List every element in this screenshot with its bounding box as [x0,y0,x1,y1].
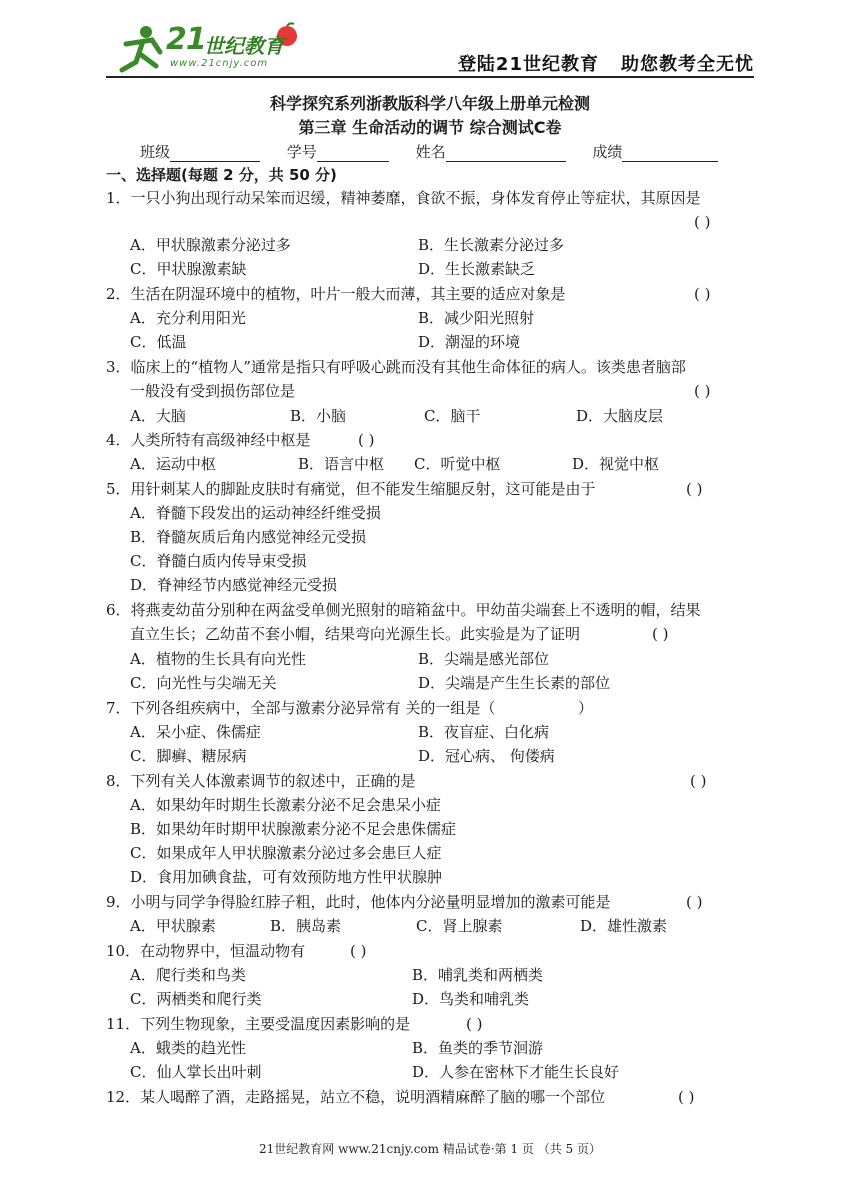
option-a: A．运动中枢 [130,455,216,473]
answer-paren: ( ) [686,893,703,911]
option-d: D．雄性激素 [580,917,668,935]
option-c: C．向光性与尖端无关 [130,674,277,692]
class-blank[interactable] [170,146,260,162]
id-blank[interactable] [317,146,389,162]
name-label: 姓名 [415,143,446,161]
answer-paren: ( ) [678,1088,695,1106]
score-label: 成绩 [592,143,623,161]
option-c: C．脚癣、糖尿病 [130,747,247,765]
option-c: C．听觉中枢 [414,455,501,473]
option-d: D．人参在密林下才能生长良好 [412,1063,620,1081]
option-c: C．两栖类和爬行类 [130,990,262,1008]
option-c: C．低温 [130,333,187,351]
option-b: B．如果幼年时期甲状腺激素分泌不足会患侏儒症 [130,820,457,838]
option-b: B．减少阳光照射 [418,309,535,327]
option-b: B．小脑 [290,407,347,425]
header-divider [106,76,754,78]
question-11-text: 11．下列生物现象，主要受温度因素影响的是 [106,1015,411,1033]
option-a: A．脊髓下段发出的运动神经纤维受损 [130,504,381,522]
brand-logo [112,22,312,78]
option-a: A．如果幼年时期生长激素分泌不足会患呆小症 [130,796,441,814]
question-3-text: 3．临床上的“植物人”通常是指只有呼吸心跳而没有其他生命体征的病人。该类患者脑部 [106,358,686,376]
page-header [0,0,860,80]
option-a: A．甲状腺素 [130,917,216,935]
name-field [416,141,566,162]
option-c: C．仙人掌长出叶刺 [130,1063,262,1081]
question-3-text-cont: 一般没有受到损伤部位是 [130,382,296,400]
running-figure-icon [112,22,172,74]
page-footer: 21世纪教育网 www.21cnjy.com 精品试卷·第 1 页 （共 5 页） [258,1142,602,1156]
answer-close-paren: ） [578,699,594,717]
question-10-text: 10．在动物界中，恒温动物有 [106,942,306,960]
option-b: B．尖端是感光部位 [418,650,550,668]
slogan-part-2: 助您教考全无忧 [621,54,754,75]
option-a: A．充分利用阳光 [130,309,246,327]
option-b: B．鱼类的季节洄游 [412,1039,544,1057]
question-4-text: 4．人类所特有高级神经中枢是 [106,431,311,449]
answer-paren: ( ) [350,942,367,960]
answer-paren: ( ) [466,1015,483,1033]
option-d: D．大脑皮层 [576,407,664,425]
student-info-line [140,141,740,162]
option-a: A．大脑 [130,407,186,425]
option-d: D．视觉中枢 [572,455,660,473]
question-6-text-cont: 直立生长；乙幼苗不套小帽，结果弯向光源生长。此实验是为了证明 [130,625,581,643]
answer-paren: ( ) [358,431,375,449]
document-title: 科学探究系列浙教版科学八年级上册单元检测 [269,94,590,113]
option-c: C．脑干 [424,407,481,425]
option-b: B．胰岛素 [270,917,342,935]
document-titles [0,92,860,140]
question-12-text: 12．某人喝醉了酒，走路摇晃，站立不稳，说明酒精麻醉了脑的哪一个部位 [106,1088,606,1106]
option-c: C．甲状腺激素缺 [130,260,247,278]
option-c: C．脊髓白质内传导束受损 [130,552,307,570]
option-d: D．潮湿的环境 [418,333,521,351]
option-d: D．脊神经节内感觉神经元受损 [130,576,338,594]
score-blank[interactable] [622,146,718,162]
id-label: 学号 [286,143,317,161]
option-a: A．爬行类和鸟类 [130,966,246,984]
option-b: B．哺乳类和两栖类 [412,966,544,984]
class-label: 班级 [140,143,171,161]
header-slogan [458,50,754,76]
answer-paren: ( ) [652,625,669,643]
option-d: D．尖端是产生生长素的部位 [418,674,611,692]
question-6-text: 6．将燕麦幼苗分别种在两盆受单侧光照射的暗箱盆中。甲幼苗尖端套上不透明的帽，结果 [106,601,701,619]
answer-paren: ( ) [690,772,707,790]
answer-paren: ( ) [694,285,711,303]
option-c: C．如果成年人甲状腺激素分泌过多会患巨人症 [130,844,442,862]
option-d: D．生长激素缺乏 [418,260,536,278]
option-d: D．鸟类和哺乳类 [412,990,530,1008]
answer-paren: ( ) [694,213,711,231]
question-9-text: 9．小明与同学争得脸红脖子粗，此时，他体内分泌量明显增加的激素可能是 [106,893,611,911]
question-8-text: 8．下列有关人体激素调节的叙述中，正确的是 [106,772,416,790]
class-field [140,141,260,162]
section-heading: 一、选择题(每题 2 分，共 50 分) [106,166,337,184]
question-2-text: 2．生活在阴湿环境中的植物，叶片一般大而薄，其主要的适应对象是 [106,285,566,303]
answer-paren: ( ) [694,382,711,400]
logo-url: www.21cnjy.com [170,58,269,69]
question-1-text: 1．一只小狗出现行动呆笨而迟缓，精神萎靡，食欲不振，身体发育停止等症状，其原因是 [106,189,701,207]
id-field [287,141,389,162]
option-a: A．植物的生长具有向光性 [130,650,306,668]
option-a: A．蛾类的趋光性 [130,1039,246,1057]
option-a: A．甲状腺激素分泌过多 [130,236,291,254]
option-a: A．呆小症、侏儒症 [130,723,261,741]
logo-chinese: 世纪教育 [204,34,284,58]
logo-number: 21 [166,22,206,57]
option-b: B．生长激素分泌过多 [418,236,565,254]
slogan-part-1: 登陆21世纪教育 [457,54,599,75]
option-b: B．夜盲症、白化病 [418,723,550,741]
option-d: D．食用加碘食盐，可有效预防地方性甲状腺肿 [130,868,443,886]
option-c: C．肾上腺素 [416,917,503,935]
option-d: D．冠心病、 佝偻病 [418,747,555,765]
option-b: B．语言中枢 [298,455,385,473]
question-7-text: 7．下列各组疾病中，全部与激素分泌异常有 关的一组是（ [106,699,496,717]
document-subtitle: 第三章 生命活动的调节 综合测试C卷 [298,118,562,137]
answer-paren: ( ) [686,480,703,498]
name-blank[interactable] [446,146,566,162]
option-b: B．脊髓灰质后角内感觉神经元受损 [130,528,367,546]
score-field [592,141,718,162]
question-5-text: 5．用针刺某人的脚趾皮肤时有痛觉，但不能发生缩腿反射，这可能是由于 [106,480,596,498]
